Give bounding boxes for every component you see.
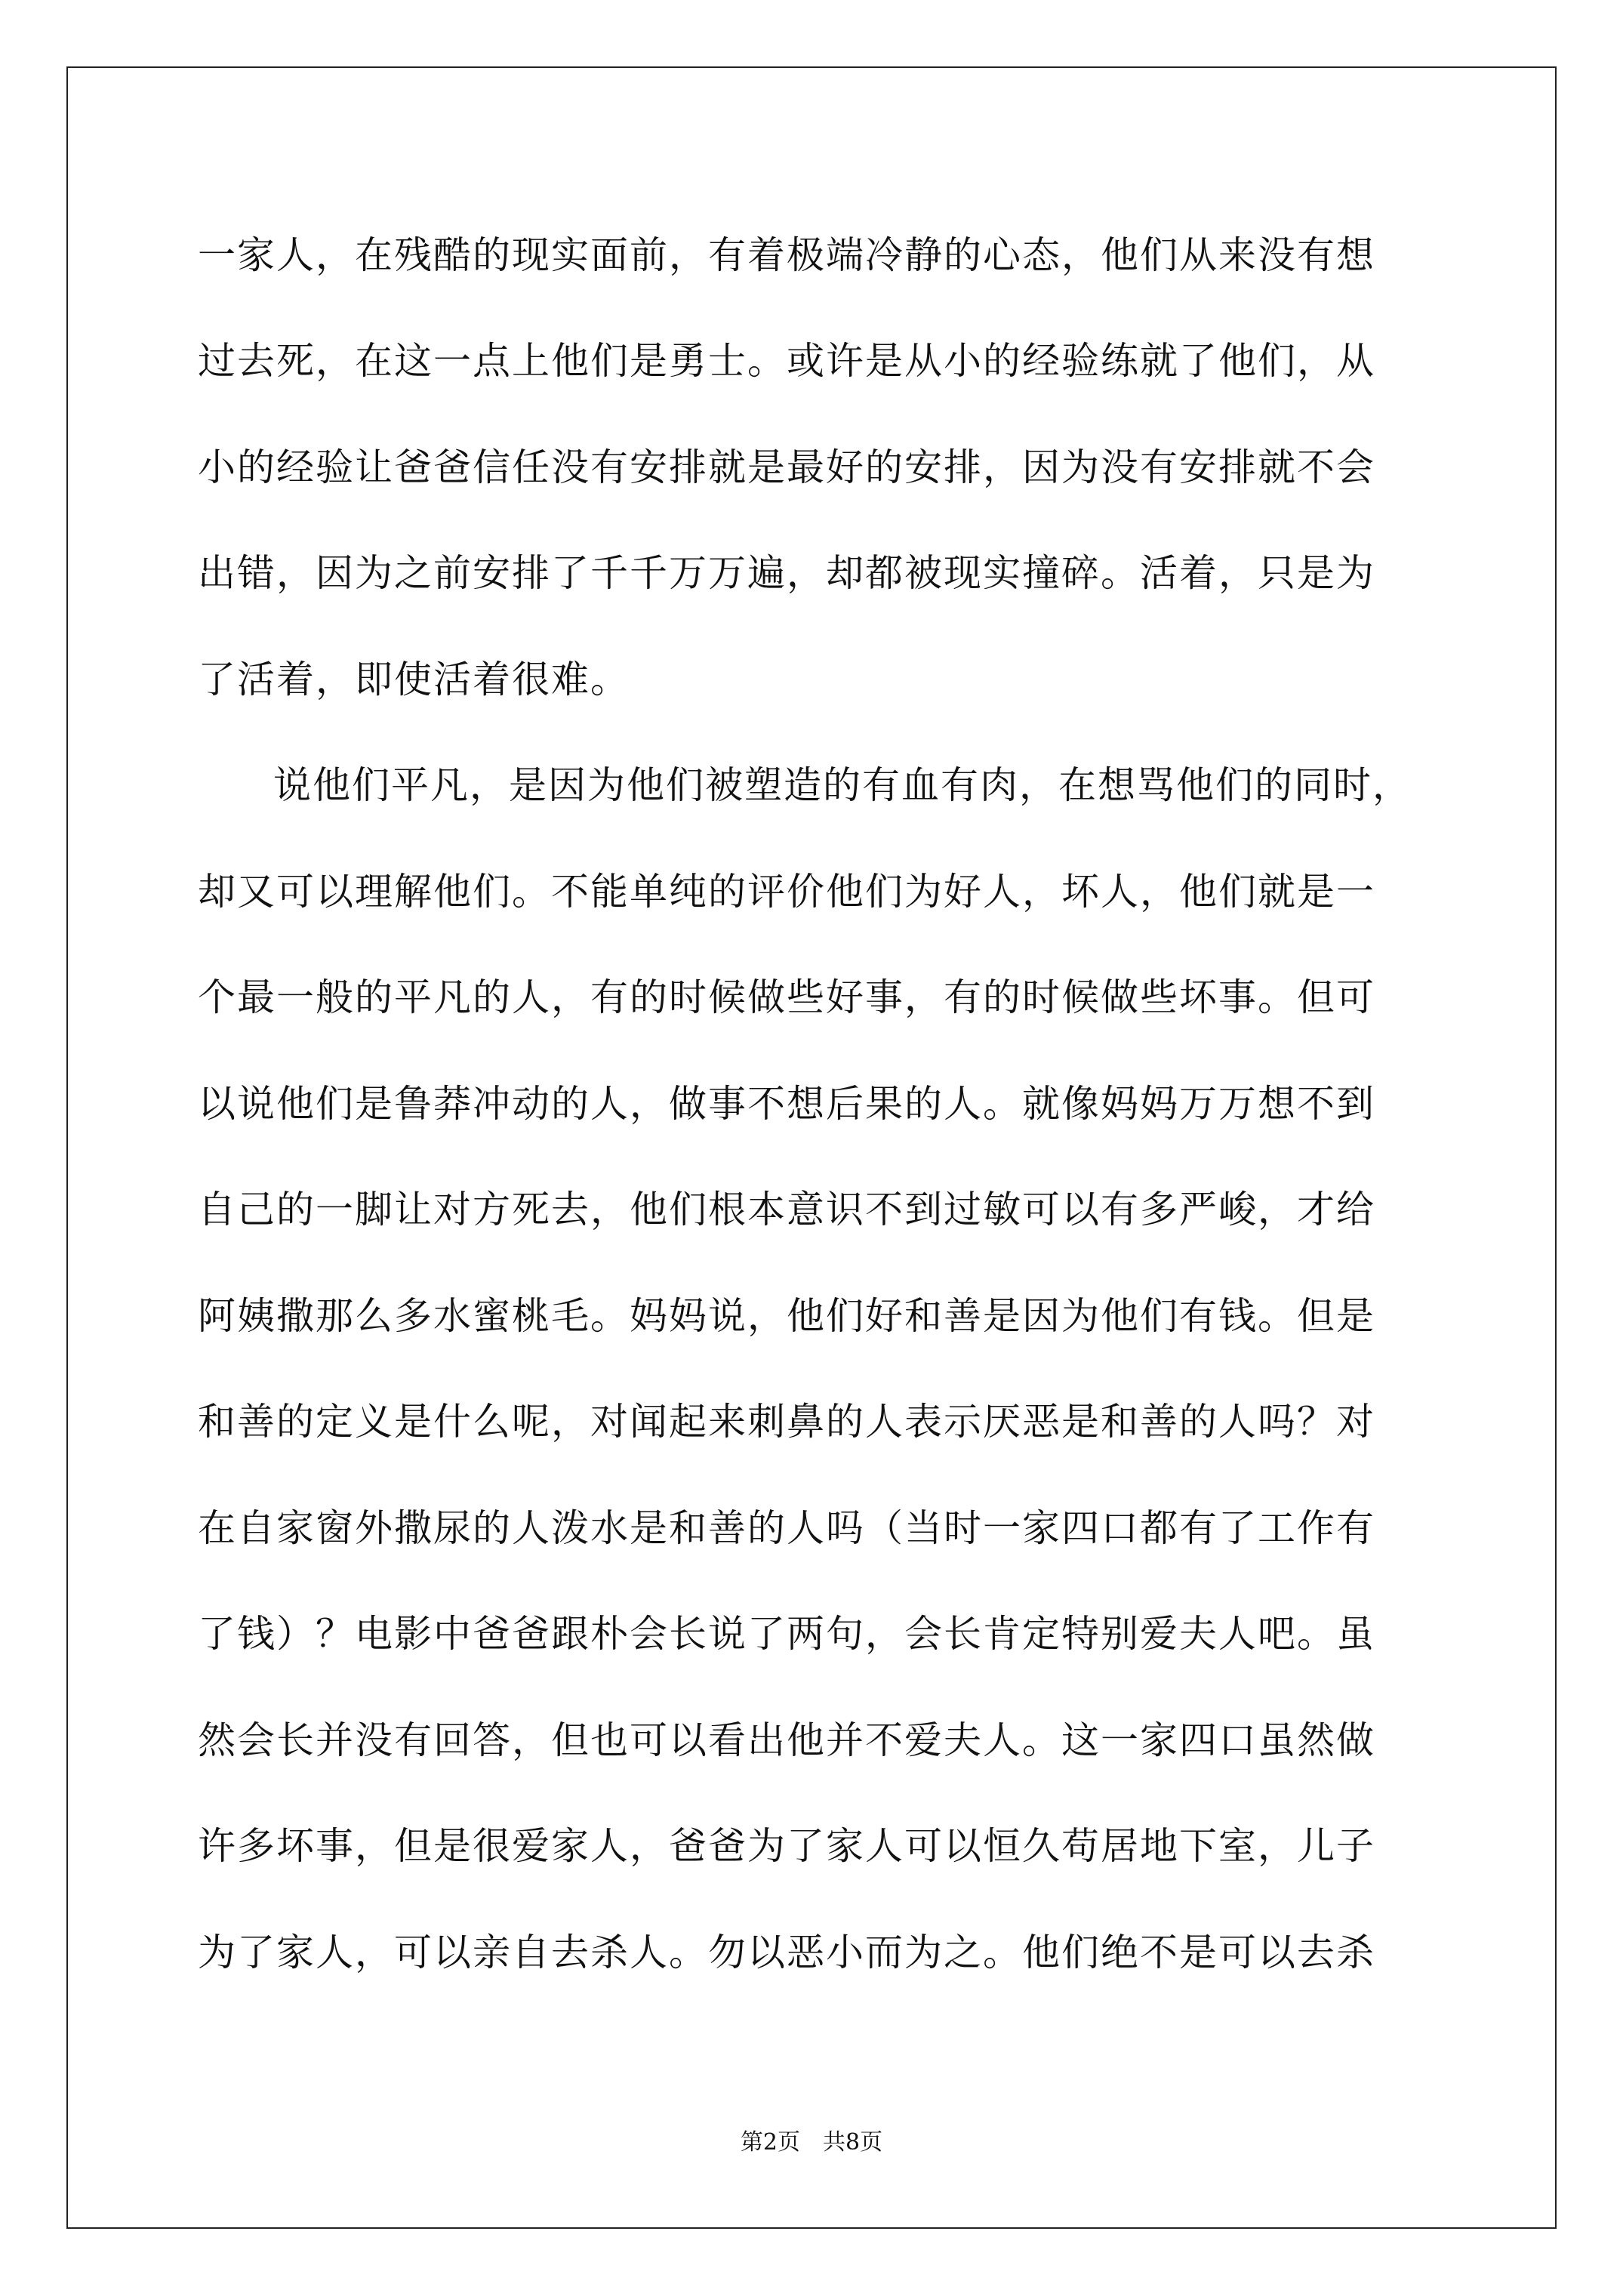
text-line: 了活着，即使活着很难。 [198,658,630,701]
text-line: 为了家人，可以亲自去杀人。勿以恶小而为之。他们绝不是可以去杀 [198,1931,1375,1974]
text-line: 在自家窗外撒尿的人泼水是和善的人吗（当时一家四口都有了工作有 [198,1506,1375,1550]
text-line: 一家人，在残酷的现实面前，有着极端冷静的心态，他们从来没有想 [198,233,1375,277]
text-line: 个最一般的平凡的人，有的时候做些好事，有的时候做些坏事。但可 [198,975,1375,1019]
text-line: 然会长并没有回答，但也可以看出他并不爱夫人。这一家四口虽然做 [198,1718,1375,1762]
text-line: 出错，因为之前安排了千千万万遍，却都被现实撞碎。活着，只是为 [198,551,1375,595]
paragraph-first-line: 说他们平凡，是因为他们被塑造的有血有肉，在想骂他们的同时， [273,763,1412,807]
text-line: 小的经验让爸爸信任没有安排就是最好的安排，因为没有安排就不会 [198,445,1375,489]
text-line: 许多坏事，但是很爱家人，爸爸为了家人可以恒久苟居地下室，儿子 [198,1824,1375,1868]
text-line: 自己的一脚让对方死去，他们根本意识不到过敏可以有多严峻，才给 [198,1188,1375,1231]
page-border [66,66,1557,2229]
text-line: 了钱）？电影中爸爸跟朴会长说了两句，会长肯定特别爱夫人吧。虽 [198,1612,1375,1656]
text-line: 过去死，在这一点上他们是勇士。或许是从小的经验练就了他们，从 [198,339,1375,383]
text-line: 和善的定义是什么呢，对闻起来刺鼻的人表示厌恶是和善的人吗？对 [198,1400,1375,1444]
page-number: 第2页 共8页 [740,2129,883,2156]
text-line: 以说他们是鲁莽冲动的人，做事不想后果的人。就像妈妈万万想不到 [198,1082,1375,1126]
text-line: 却又可以理解他们。不能单纯的评价他们为好人，坏人，他们就是一 [198,870,1375,914]
text-line: 阿姨撒那么多水蜜桃毛。妈妈说，他们好和善是因为他们有钱。但是 [198,1294,1375,1338]
